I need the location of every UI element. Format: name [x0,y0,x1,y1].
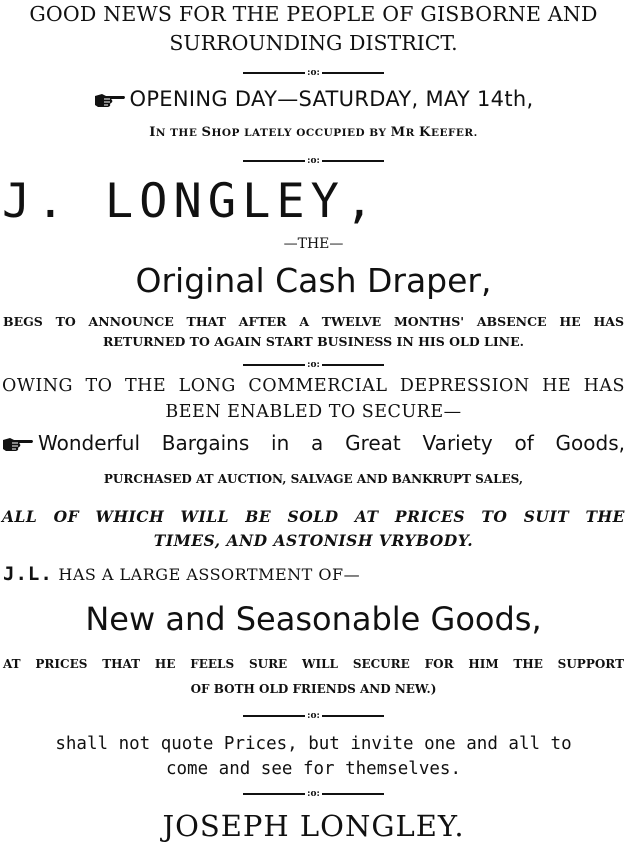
separator: :o: [0,787,627,801]
opening-day [0,89,627,110]
assortment-text: HAS A LARGE ASSORTMENT OF— [58,565,361,584]
support-line-2: OF BOTH OLD FRIENDS AND NEW.) [190,682,437,696]
prices-note-line-2: TIMES, AND ASTONISH VRYBODY. [153,531,474,550]
invite-line-2: come and see for themselves. [165,759,461,779]
shop-location: IN THE SHOP LATELY OCCUPIED BY MR KEEFER. [149,125,478,140]
opening-day-text: OPENING DAY—SATURDAY, MAY 14th, [129,87,534,111]
depression-line-1: OWING TO THE LONG COMMERCIAL DEPRESSION HE HAS [2,376,625,396]
invite-line-1: shall not quote Prices, but invite one and all to [55,734,572,754]
pointing-hand-icon [94,91,126,109]
headline-line-1: GOOD NEWS FOR THE PEOPLE OF GISBORNE AND [29,2,598,26]
support-line-1: AT PRICES THAT HE FEELS SURE WILL SECURE FOR HIM THE SUPPORT [3,657,624,671]
separator: :o: [0,66,627,80]
assortment-line [3,565,627,584]
bargains [2,433,625,453]
signature: JOSEPH LONGLEY. [162,809,465,843]
merchant-name: J. LONGLEY, [2,174,380,229]
bargains-sub: PURCHASED AT AUCTION, SALVAGE AND BANKRUPT SALES, [103,472,524,486]
announcement-line-2: RETURNED TO AGAIN START BUSINESS IN HIS OLD LINE. [103,334,524,349]
announcement-line-1: BEGS TO ANNOUNCE THAT AFTER A TWELVE MONTHS' ABSENCE HE HAS [3,314,624,329]
separator: :o: [0,709,627,723]
seasonable-goods: New and Seasonable Goods, [85,600,542,638]
headline-line-2: SURROUNDING DISTRICT. [169,31,458,55]
initials: J.L. [3,563,53,585]
prices-note-line-1: ALL OF WHICH WILL BE SOLD AT PRICES TO SUIT THE [2,507,625,526]
depression-line-2: BEEN ENABLED TO SECURE— [165,402,462,422]
separator: :o: [0,358,627,372]
original-cash-draper: Original Cash Draper, [135,261,492,300]
pointing-hand-icon [2,435,34,453]
separator: :o: [0,154,627,168]
bargains-text: Wonderful Bargains in a Great Variety of Goods, [38,431,625,455]
the-label: —THE— [283,236,344,252]
